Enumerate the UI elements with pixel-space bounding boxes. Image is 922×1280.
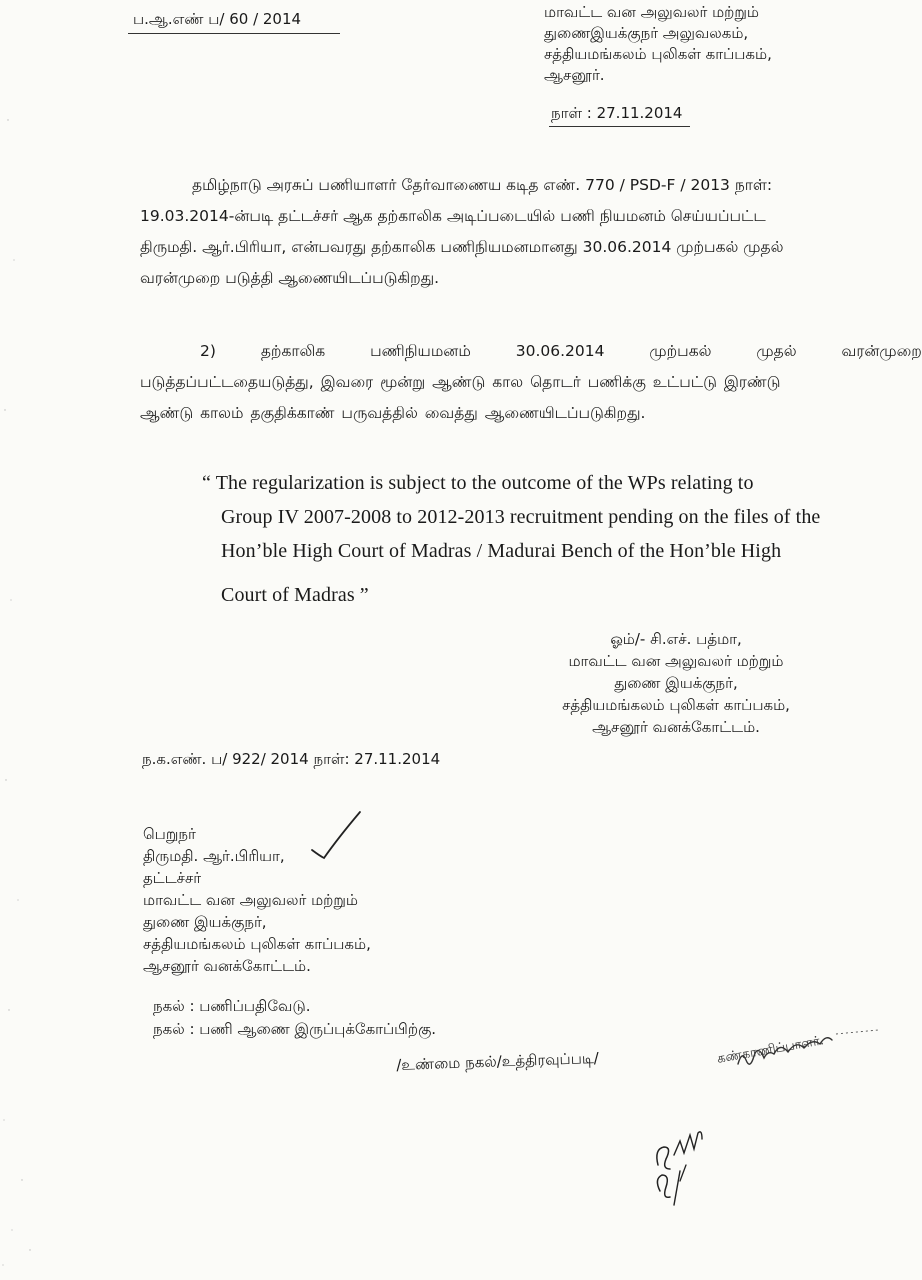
quote-line: “ The regularization is subject to the outcome of the WPs relating to — [202, 472, 754, 494]
date-underline — [549, 126, 690, 127]
paragraph-line: 2) தற்காலிக பணிநியமனம் 30.06.2014 முற்பகல் முதல் வரன்முறை — [200, 342, 922, 360]
copies-block — [153, 995, 436, 1041]
office-line: ஆசனூர். — [544, 66, 605, 84]
ref-underline — [128, 33, 340, 34]
paragraph-2 — [140, 336, 922, 429]
handwritten-initials — [640, 1125, 720, 1220]
copy-line: நகல் : பணிப்பதிவேடு. — [153, 997, 311, 1015]
paragraph-line: 19.03.2014-ன்படி தட்டச்சர் ஆக தற்காலிக அடிப்படையில் பணி நியமனம் செய்யப்பட்ட — [140, 207, 766, 225]
tick-mark — [308, 808, 366, 864]
paragraph-line: வரன்முறை படுத்தி ஆணையிடப்படுகிறது. — [140, 269, 440, 287]
signatory-line: மாவட்ட வன அலுவலர் மற்றும் — [568, 652, 784, 670]
recipient-line: தட்டச்சர் — [143, 869, 202, 887]
signatory-line: சத்தியமங்கலம் புலிகள் காப்பகம், — [562, 696, 790, 714]
office-address — [544, 2, 772, 86]
signatory-block — [560, 628, 792, 738]
quote-line: Group IV 2007-2008 to 2012-2013 recruitment pending on the files of the — [221, 506, 821, 528]
reference-number: ப.ஆ.எண் ப/ 60 / 2014 — [133, 10, 302, 28]
office-line: துணைஇயக்குநர் அலுவலகம், — [544, 24, 749, 42]
paragraph-line: திருமதி. ஆர்.பிரியா, என்பவரது தற்காலிக பணிநியமனமானது 30.06.2014 முற்பகல் முதல் — [140, 238, 784, 256]
signatory-line: ஓம்/- சி.எச். பத்மா, — [610, 630, 742, 648]
recipient-line: திருமதி. ஆர்.பிரியா, — [143, 847, 285, 865]
proceedings-number: ந.க.எண். ப/ 922/ 2014 நாள்: 27.11.2014 — [142, 750, 441, 768]
recipient-line: ஆசனூர் வனக்கோட்டம். — [143, 957, 311, 975]
paragraph-line: படுத்தப்பட்டதையடுத்து, இவரை மூன்று ஆண்டு கால தொடர் பணிக்கு உட்பட்டு இரண்டு — [140, 373, 781, 391]
quote-line: Court of Madras ” — [221, 584, 369, 606]
recipient-line: சத்தியமங்கலம் புலிகள் காப்பகம், — [143, 935, 371, 953]
superintendent-title: கண்காணிப்பாளர். — [716, 1033, 826, 1067]
paragraph-line: தமிழ்நாடு அரசுப் பணியாளர் தேர்வாணைய கடித எண். 770 / PSD-F / 2013 நாள்: — [192, 176, 773, 194]
recipient-line: பெறுநர் — [143, 825, 196, 843]
recipient-line: துணை இயக்குநர், — [143, 913, 267, 931]
copy-line: நகல் : பணி ஆணை இருப்புக்கோப்பிற்கு. — [153, 1020, 437, 1038]
recipient-line: மாவட்ட வன அலுவலர் மற்றும் — [143, 891, 359, 909]
office-line: மாவட்ட வன அலுவலர் மற்றும் — [544, 3, 760, 21]
paragraph-line: ஆண்டு காலம் தகுதிக்காண் பருவத்தில் வைத்து ஆணையிடப்படுகிறது. — [140, 404, 646, 422]
office-line: சத்தியமங்கலம் புலிகள் காப்பகம், — [544, 45, 772, 63]
paragraph-1 — [140, 170, 845, 294]
signatory-line: துணை இயக்குநர், — [614, 674, 738, 692]
letter-date: நாள் : 27.11.2014 — [551, 104, 683, 122]
signatory-line: ஆசனூர் வனக்கோட்டம். — [592, 718, 760, 736]
quote-line: Hon’ble High Court of Madras / Madurai Bench of the Hon’ble High — [221, 540, 782, 562]
scan-speckle — [0, 0, 60, 1280]
true-copy-note: /உண்மை நகல்/உத்திரவுப்படி/ — [396, 1048, 600, 1074]
